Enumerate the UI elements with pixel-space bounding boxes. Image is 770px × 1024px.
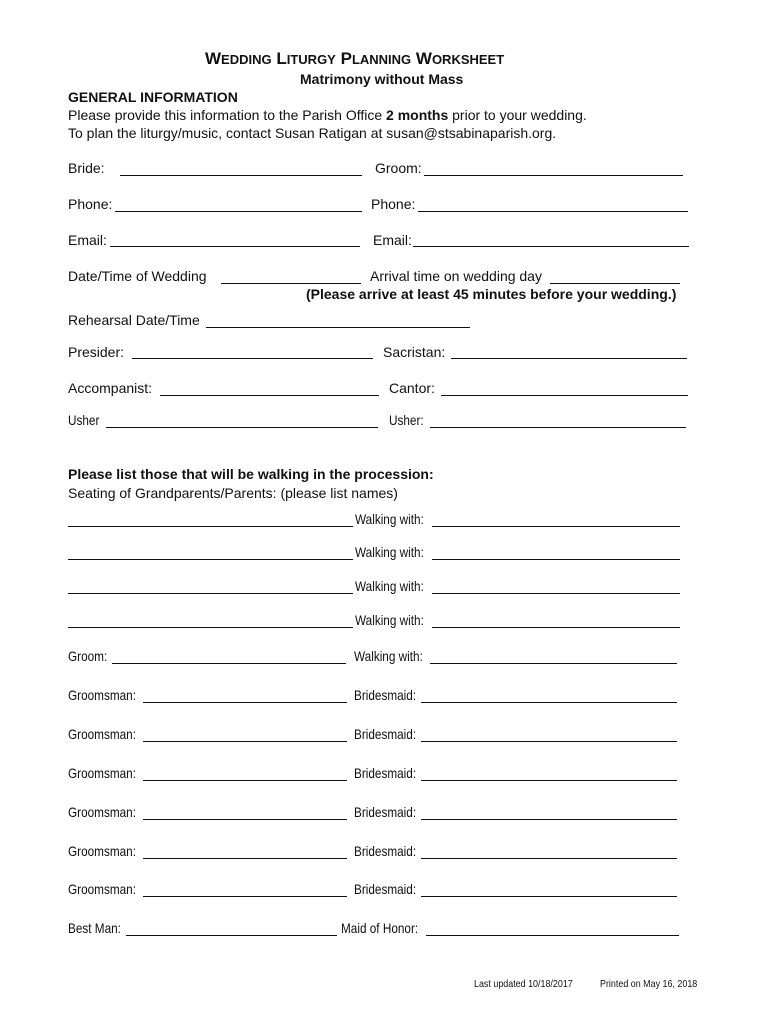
bridesmaid-field-3[interactable] [421,780,677,781]
bridesmaid-field-6[interactable] [421,896,677,897]
walking-with-field-3[interactable] [432,593,680,594]
sacristan-field[interactable] [451,358,687,359]
maid-of-honor-label: Maid of Honor: [341,920,419,936]
page-title: WEDDING LITURGY PLANNING WORKSHEET [205,49,505,68]
phone-field-1[interactable] [115,211,362,212]
email-label-1: Email: [68,232,107,248]
bridesmaid-label-2: Bridesmaid: [354,726,417,742]
walking-with-field-4[interactable] [432,627,680,628]
bridesmaid-label-5: Bridesmaid: [354,843,417,859]
seating-field-2[interactable] [68,559,353,560]
seating-field-1[interactable] [68,526,353,527]
seating-field-3[interactable] [68,593,353,594]
best-man-label: Best Man: [68,920,121,936]
walking-with-field-2[interactable] [432,559,680,560]
usher-field-1[interactable] [106,427,378,428]
accompanist-label: Accompanist: [68,380,153,396]
procession-groom-field[interactable] [112,663,346,664]
groomsman-label-4: Groomsman: [68,804,136,820]
walking-with-field-5[interactable] [430,663,677,664]
groomsman-field-2[interactable] [143,741,347,742]
rehearsal-field[interactable] [206,327,470,328]
groomsman-label-6: Groomsman: [68,881,136,897]
walking-with-label-3: Walking with: [355,578,424,594]
printed-on: Printed on May 16, 2018 [600,978,698,990]
usher-label-2: Usher: [389,412,424,428]
walking-with-label-1: Walking with: [355,511,424,527]
groom-label: Groom: [375,160,422,176]
groomsman-field-1[interactable] [143,702,347,703]
groomsman-label-5: Groomsman: [68,843,136,859]
rehearsal-label: Rehearsal Date/Time [68,312,200,328]
usher-label-1: Usher [68,412,100,428]
bridesmaid-label-3: Bridesmaid: [354,765,417,781]
bridesmaid-field-5[interactable] [421,858,677,859]
bridesmaid-label-4: Bridesmaid: [354,804,417,820]
groom-field[interactable] [424,175,683,176]
bridesmaid-label-6: Bridesmaid: [354,881,417,897]
seating-instruction: Seating of Grandparents/Parents: (please list names) [68,485,398,501]
bride-label: Bride: [68,160,105,176]
arrival-field[interactable] [550,283,680,284]
general-instruction-2: To plan the liturgy/music, contact Susan Ratigan at susan@stsabinaparish.org. [68,125,557,141]
datetime-field[interactable] [221,283,361,284]
arrival-note: (Please arrive at least 45 minutes before your wedding.) [306,286,677,302]
datetime-label: Date/Time of Wedding [68,268,207,284]
groomsman-field-4[interactable] [143,819,347,820]
procession-groom-label: Groom: [68,648,108,664]
groomsman-field-3[interactable] [143,780,347,781]
phone-label-2: Phone: [371,196,416,212]
walking-with-label-4: Walking with: [355,612,424,628]
general-heading: GENERAL INFORMATION [68,89,238,105]
page-subtitle: Matrimony without Mass [300,71,464,87]
maid-of-honor-field[interactable] [426,935,679,936]
best-man-field[interactable] [126,935,337,936]
bridesmaid-field-2[interactable] [421,741,677,742]
presider-field[interactable] [132,358,373,359]
phone-field-2[interactable] [418,211,688,212]
groomsman-label-2: Groomsman: [68,726,136,742]
procession-heading: Please list those that will be walking in the procession: [68,466,434,482]
phone-label-1: Phone: [68,196,113,212]
sacristan-label: Sacristan: [383,344,446,360]
usher-field-2[interactable] [430,427,686,428]
general-instruction-1: Please provide this information to the Parish Office 2 months prior to your wedding. [68,107,587,123]
cantor-field[interactable] [441,395,688,396]
walking-with-label-5: Walking with: [354,648,423,664]
walking-with-label-2: Walking with: [355,544,424,560]
email-field-2[interactable] [413,246,689,247]
presider-label: Presider: [68,344,125,360]
groomsman-field-6[interactable] [143,896,347,897]
groomsman-label-3: Groomsman: [68,765,136,781]
bridesmaid-field-1[interactable] [421,702,677,703]
bridesmaid-label-1: Bridesmaid: [354,687,417,703]
cantor-label: Cantor: [389,380,435,396]
arrival-label: Arrival time on wedding day [370,268,542,284]
bride-field[interactable] [120,175,362,176]
last-updated: Last updated 10/18/2017 [474,978,573,990]
walking-with-field-1[interactable] [432,526,680,527]
email-label-2: Email: [373,232,412,248]
email-field-1[interactable] [110,246,360,247]
seating-field-4[interactable] [68,627,353,628]
groomsman-field-5[interactable] [143,858,347,859]
groomsman-label-1: Groomsman: [68,687,136,703]
accompanist-field[interactable] [160,395,379,396]
bridesmaid-field-4[interactable] [421,819,677,820]
